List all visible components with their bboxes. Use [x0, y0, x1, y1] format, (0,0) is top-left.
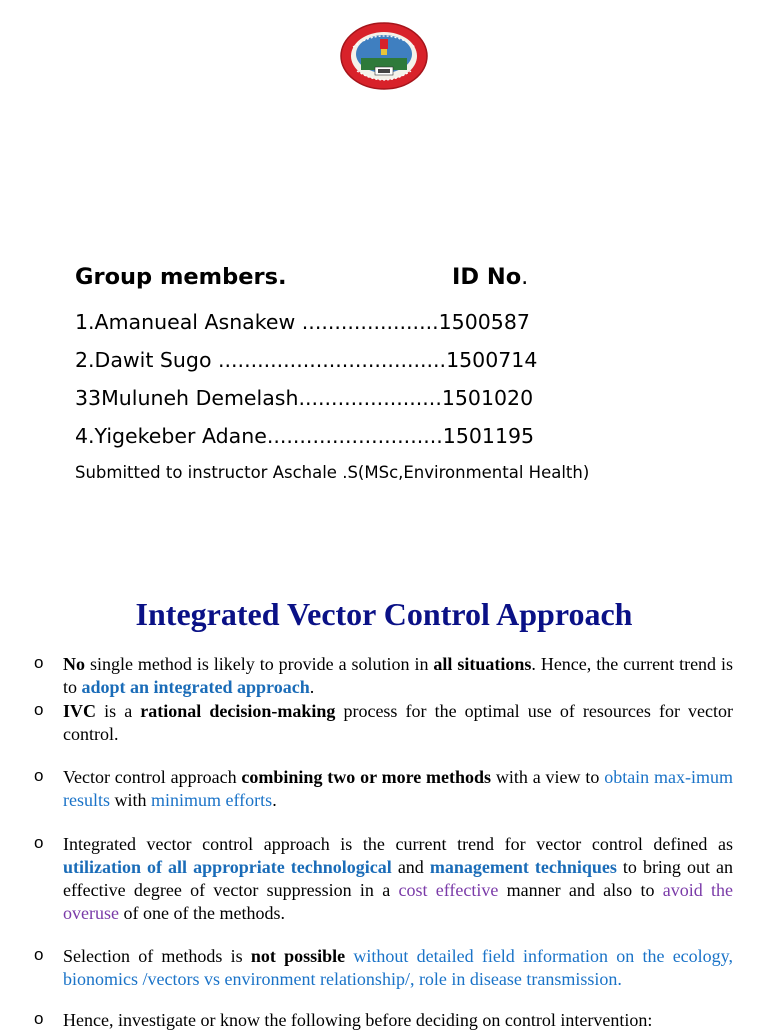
bullet-marker: o: [34, 653, 44, 672]
bullet-marker: o: [34, 833, 44, 852]
members-heading-label: Group members.: [75, 264, 287, 290]
bullet-text: Selection of methods is not possible without detailed field information on the ecology, bionomics /vectors vs environment relationship/, role in disease transmission.: [63, 946, 733, 989]
bullet-marker: o: [34, 700, 44, 719]
member-row: 2.Dawit Sugo ...................................1500714: [75, 348, 538, 372]
bullet-text: IVC is a rational decision-making process for the optimal use of resources for vector control.: [63, 701, 734, 744]
bullet-text: Integrated vector control approach is the current trend for vector control defined as utilization of all appropriate technological and management techniques to bring out an effective degree of vector suppression in a cost effective manner and also to avoid the overuse of one of the methods.: [63, 834, 733, 923]
submitted-to-line: Submitted to instructor Aschale .S(MSc,Environmental Health): [75, 463, 590, 482]
id-heading: ID No.: [452, 264, 529, 290]
members-heading: [75, 264, 529, 290]
university-seal-logo: [339, 21, 429, 91]
member-row: 4.Yigekeber Adane...........................1501195: [75, 424, 535, 448]
bullet-marker: o: [34, 1009, 44, 1028]
member-row: 33Muluneh Demelash......................1501020: [75, 386, 534, 410]
member-row: 1.Amanueal Asnakew .....................1500587: [75, 310, 530, 334]
bullet-marker: o: [34, 945, 44, 964]
page-title: Integrated Vector Control Approach: [135, 596, 633, 632]
bullet-text: Vector control approach combining two or more methods with a view to obtain max-imum results with minimum efforts.: [63, 767, 733, 810]
bullet-text: Hence, investigate or know the following before deciding on control intervention:: [63, 1010, 653, 1030]
bullet-marker: o: [34, 766, 44, 785]
bullet-text: No single method is likely to provide a solution in all situations. Hence, the current trend is to adopt an integrated approach.: [63, 654, 734, 697]
